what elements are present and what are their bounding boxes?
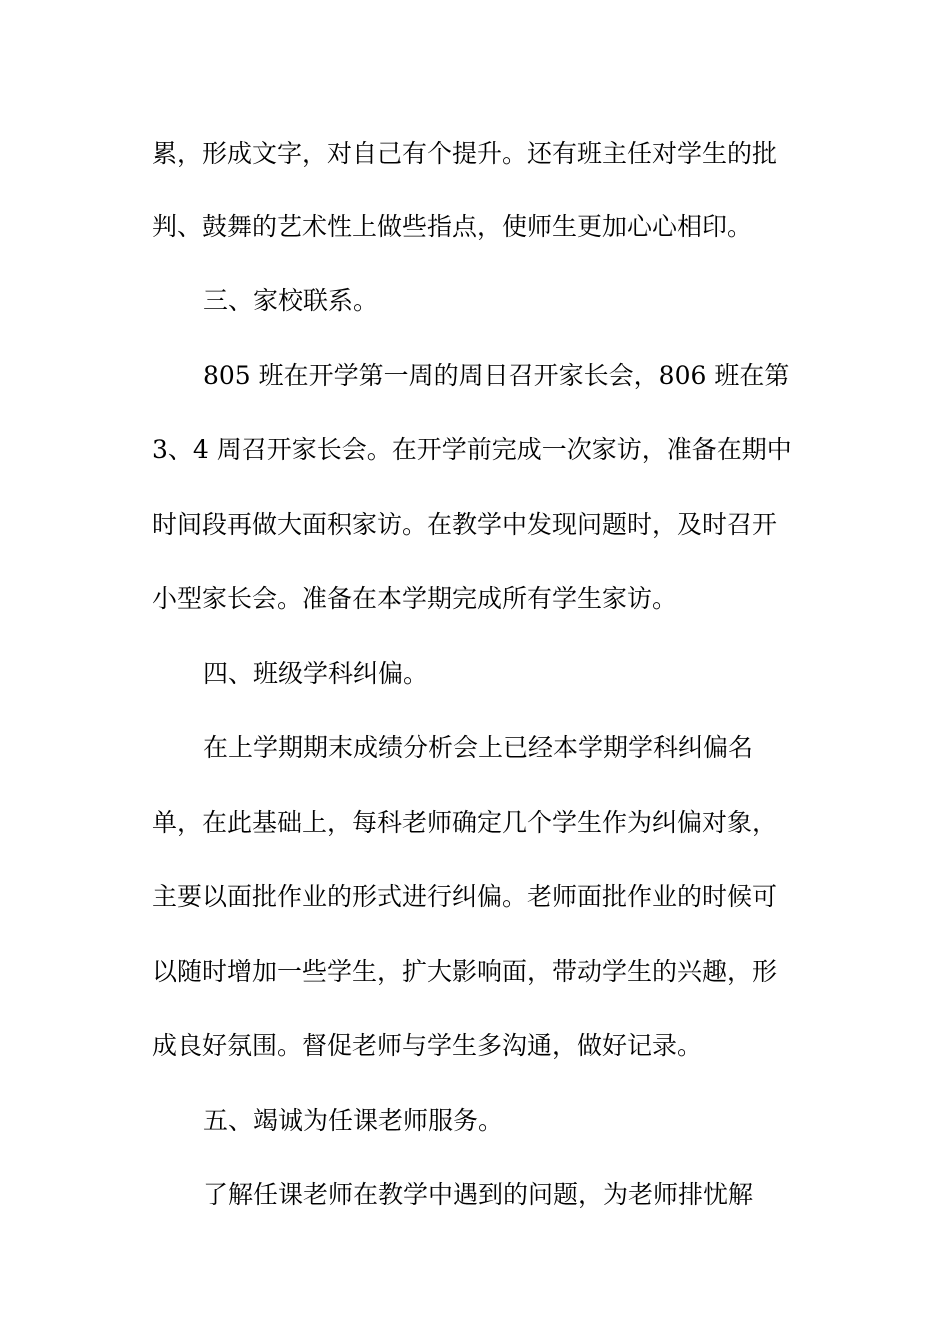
paragraph-line: 累，形成文字，对自己有个提升。还有班主任对学生的批 (152, 139, 778, 168)
section-heading: 三、家校联系。 (203, 286, 379, 315)
paragraph-line: 小型家长会。准备在本学期完成所有学生家访。 (152, 584, 678, 613)
paragraph-line: 以随时增加一些学生，扩大影响面，带动学生的兴趣，形 (152, 957, 778, 986)
paragraph-line: 时间段再做大面积家访。在教学中发现问题时，及时召开 (152, 510, 778, 539)
paragraph-line: 在上学期期末成绩分析会上已经本学期学科纠偏名 (203, 733, 754, 762)
section-heading: 四、班级学科纠偏。 (203, 659, 429, 688)
paragraph-line: 主要以面批作业的形式进行纠偏。老师面批作业的时候可 (152, 882, 778, 911)
section-heading: 五、竭诚为任课老师服务。 (203, 1106, 504, 1135)
paragraph-line: 了解任课老师在教学中遇到的问题，为老师排忧解 (203, 1180, 754, 1209)
paragraph-line: 成良好氛围。督促老师与学生多沟通，做好记录。 (152, 1031, 703, 1060)
paragraph-line: 805 班在开学第一周的周日召开家长会，806 班在第 (203, 361, 790, 390)
paragraph-line: 3、4 周召开家长会。在开学前完成一次家访，准备在期中 (152, 435, 792, 464)
paragraph-line: 单，在此基础上，每科老师确定几个学生作为纠偏对象， (152, 808, 778, 837)
paragraph-line: 判、鼓舞的艺术性上做些指点，使师生更加心心相印。 (152, 212, 753, 241)
